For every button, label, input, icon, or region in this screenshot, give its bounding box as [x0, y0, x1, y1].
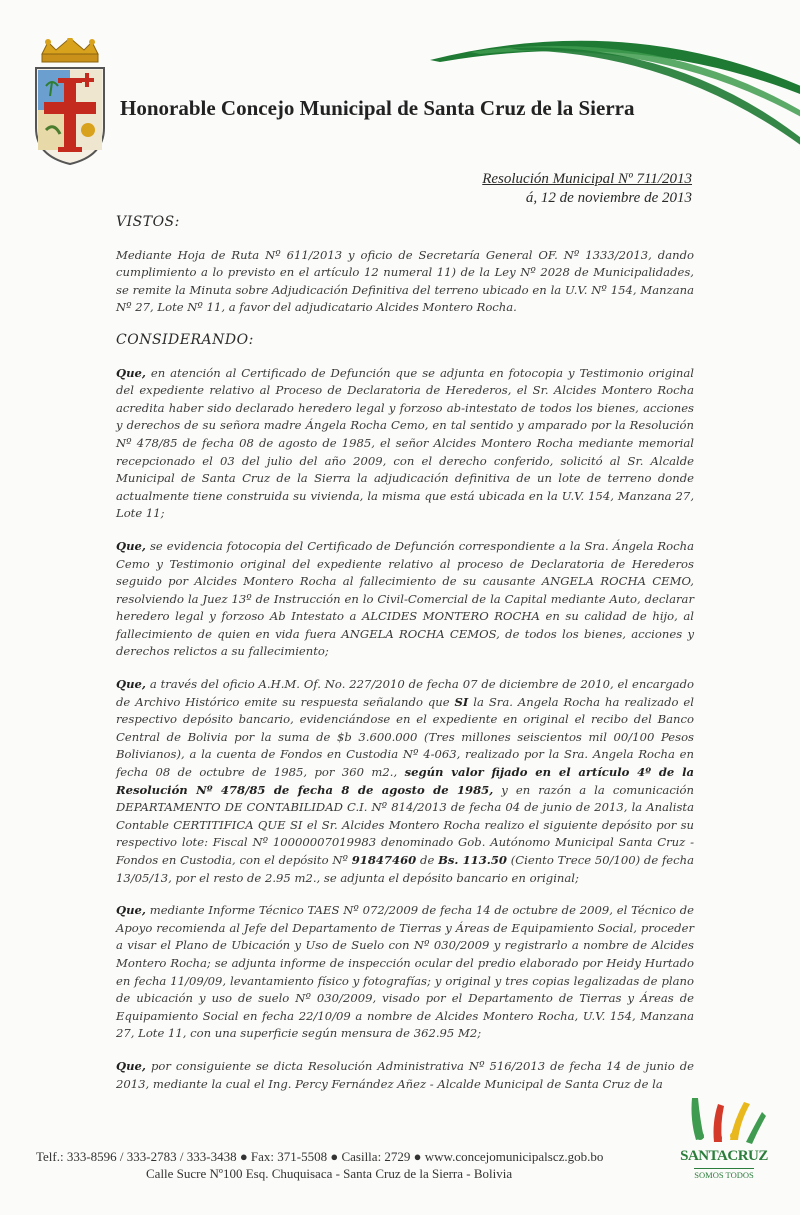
que-lead: Que, [116, 677, 146, 692]
paragraph-text: la Sra. Angela Rocha ha realizado el respectivo depósito bancario, evidenciándose en el expediente en original el recibo del Banco Central de Bolivia por la suma de $b 3.600.000 (Tres millones seiscientos mil 00/100 Pesos Bolivianos), a la cuenta de Fondos en Custodia Nº 4-063, realizado por la Sra. Angela Rocha en fecha 08 de octubre de 1985, por 360 m2., [116, 694, 694, 780]
footer [36, 1148, 603, 1182]
considerando-paragraph-3 [116, 676, 694, 887]
resolution-number: Resolución Municipal Nº 711/2013 [482, 171, 692, 187]
paragraph-text: en atención al Certificado de Defunción que se adjunta en fotocopia y Testimonio original del expediente relativo al Proceso de Declaratoria de Herederos, el Sr. Alcides Montero Rocha acredita haber sido declarado heredero legal y forzoso ab-intestato de todos los bienes, acciones y derechos de su señora madre Ángela Rocha Cemo, en tal sentido y amparado por la Resolución Nº 478/85 de fecha 08 de agosto de 1985, el señor Alcides Montero Rocha mediante memorial recepcionado el 03 del julio del año 2009, con el derecho conferido, solicitó al Sr. Alcalde Municipal de Santa Cruz de la Sierra la adjudicación definitiva de un lote de terreno donde actualmente tiene construida su vivienda, la misma que está ubicada en la U.V. 154, Manzana 27, Lote 11; [116, 365, 694, 521]
footer-contact: Telf.: 333-8596 / 333-2783 / 333-3438 ● Fax: 371-5508 ● Casilla: 2729 ● www.concejomunicipalscz.gob.bo [36, 1149, 604, 1164]
resolution-date: á, 12 de noviembre de 2013 [525, 190, 692, 206]
deposit-number: 91847460 [351, 853, 417, 867]
paragraph-text: mediante Informe Técnico TAES Nº 072/2009 de fecha 14 de octubre de 2009, el Técnico de Apoyo recomienda al Jefe del Departamento de Tierras y Áreas de Equipamiento Social, proceder a visar el Plano de Ubicación y Uso de Suelo con Nº 030/2009 y registrarlo a nombre de Alcides Montero Rocha; se adjunta informe de inspección ocular del predio elaborado por Heidy Hurtado en fecha 11/09/09, levantamiento físico y fotografías; y original y tres copias legalizadas de plano de ubicación y uso de suelo Nº 030/2009, visado por el Departamento de Tierras y Áreas de Equipamiento Social en fecha 22/10/09 a nombre de Alcides Montero Rocha, U.V. 154, Manzana 27, Lote 11, con una superficie según mensura de 362.95 M2; [116, 903, 694, 1041]
vistos-paragraph: Mediante Hoja de Ruta Nº 611/2013 y oficio de Secretaría General OF. Nº 1333/2013, dando cumplimiento a lo previsto en el artículo 12 numeral 11) de la Ley Nº 2028 de Municipalidades, se remite la Minuta sobre Adjudicación Definitiva del terreno ubicado en la U.V. Nº 154, Manzana Nº 27, Lote Nº 11, a favor del adjudicatario Alcides Montero Rocha. [116, 247, 694, 315]
paragraph-text: se evidencia fotocopia del Certificado de Defunción correspondiente a la Sra. Ángela Rocha Cemo y Testimonio original del expediente relativo al proceso de Declaratoria de Herederos seguido por Alcides Montero Rocha al fallecimiento de su causante ANGELA ROCHA CEMO, resolviendo la Juez 13º de Instrucción en lo Civil-Comercial de la Capital mediante Auto, declarar heredero legal y forzoso Ab Intestato a ALCIDES MONTERO ROCHA en su calidad de hijo, al fallecimiento de quien en vida fuera ANGELA ROCHA CEMOS, de todos los bienes, acciones y derechos relictos a su fallecimiento; [116, 538, 694, 659]
logo-name: SANTACRUZ [680, 1148, 768, 1164]
considerando-heading: CONSIDERANDO: [116, 331, 254, 348]
que-lead: Que, [116, 365, 146, 380]
paragraph-text: (Ciento Trece 50/100) de fecha 13/05/13, por el resto de 2.95 m2., se adjunta el depósito bancario en original; [116, 853, 694, 885]
paragraph-text: de [416, 853, 439, 867]
paragraph-text: por consiguiente se dicta Resolución Administrativa Nº 516/2013 de fecha 14 de junio de 2013, mediante la cual el Ing. Percy Fernández Añez - Alcalde Municipal de Santa Cruz de la [116, 1058, 694, 1091]
deposit-amount: Bs. 113.50 [438, 853, 507, 867]
resolution-header [482, 170, 692, 208]
council-title: Honorable Concejo Municipal de Santa Cruz de la Sierra [120, 96, 635, 120]
footer-address: Calle Sucre Nº100 Esq. Chuquisaca - Santa Cruz de la Sierra - Bolivia [146, 1166, 513, 1181]
valor-fijado-emphasis: según valor fijado en el artículo 4º de la Resolución Nº 478/85 de fecha 8 de agosto de 1985, [116, 765, 694, 797]
considerando-paragraph-2 [116, 538, 694, 661]
santa-cruz-logo-text [680, 1148, 768, 1183]
considerando-paragraph-1 [116, 365, 694, 523]
coat-of-arms-icon [28, 38, 112, 168]
que-lead: Que, [116, 1058, 146, 1073]
que-lead: Que, [116, 903, 146, 918]
que-lead: Que, [116, 538, 146, 553]
green-swoosh-decoration [430, 20, 800, 160]
document-body [116, 214, 694, 1108]
logo-tagline: SOMOS TODOS [694, 1170, 754, 1180]
paragraph-text: y en razón a la comunicación DEPARTAMENTO DE CONTABILIDAD C.I. Nº 814/2013 de fecha 04 de junio de 2013, la Analista Contable CERTITIFICA QUE SI el Sr. Alcides Montero Rocha realizo el siguiente depósito por su respectivo lote: Fiscal Nº 10000007019983 denominado Gob. Autónomo Municipal Santa Cruz - Fondos en Custodia, con el depósito Nº [116, 782, 694, 867]
paragraph-text: a través del oficio A.H.M. Of. No. 227/2010 de fecha 07 de diciembre de 2010, el encargado de Archivo Histórico emite su respuesta señalando que [116, 677, 694, 709]
considerando-paragraph-4 [116, 902, 694, 1043]
si-emphasis: SI [454, 694, 469, 709]
vistos-heading: VISTOS: [116, 214, 180, 230]
considerando-paragraph-5 [116, 1058, 694, 1093]
